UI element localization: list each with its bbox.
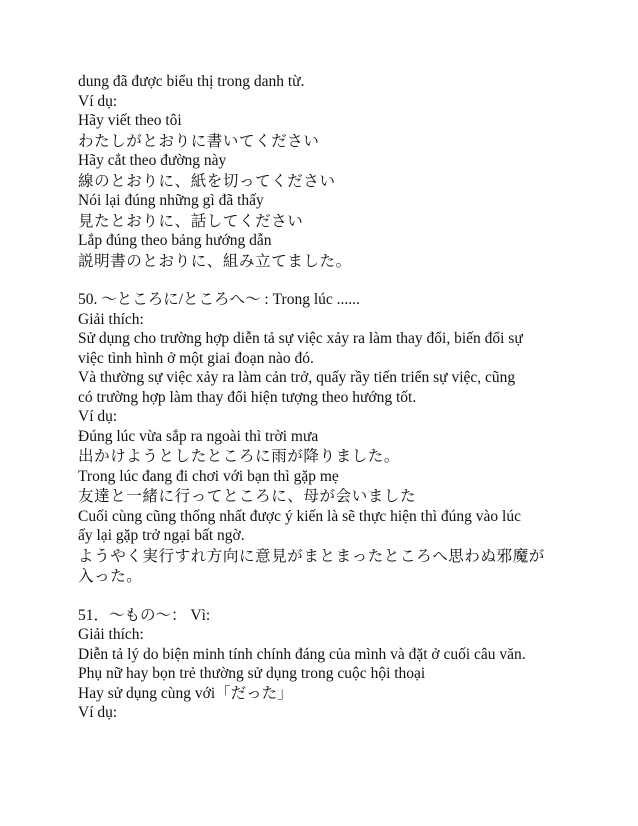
explanation-text: có trường hợp làm thay đổi hiện tượng theo hướng tốt. <box>78 388 417 406</box>
japanese-example: 入った。 <box>78 567 143 585</box>
example-block-toori <box>78 72 578 271</box>
text-line: dung đã được biểu thị trong danh từ. <box>78 73 305 90</box>
paragraph-gap <box>78 587 578 606</box>
vietnamese-example: Trong lúc đang đi chơi với bạn thì gặp mẹ <box>78 467 339 485</box>
japanese-example: 線のとおりに、紙を切ってください <box>78 171 336 190</box>
vietnamese-example: Lắp đúng theo bảng hướng dẫn <box>78 232 272 249</box>
example-label: Ví dụ: <box>78 704 118 721</box>
section-51 <box>78 606 578 723</box>
vietnamese-example: Đúng lúc vừa sắp ra ngoài thì trời mưa <box>78 427 319 445</box>
vietnamese-example: Nói lại đúng những gì đã thấy <box>78 192 264 209</box>
explanation-text: Và thường sự việc xảy ra làm cản trở, quấy rầy tiến triển sự việc, cũng <box>78 369 516 386</box>
explanation-label: Giải thích: <box>78 310 144 328</box>
example-label: Ví dụ: <box>78 408 118 425</box>
document-page <box>78 72 578 723</box>
japanese-example: わたしがとおりに書いてください <box>78 131 320 150</box>
paragraph-gap <box>78 271 578 290</box>
explanation-text: Sử dụng cho trường hợp diễn tả sự việc xảy ra làm thay đổi, biến đổi sự <box>78 330 523 347</box>
explanation-label: Giải thích: <box>78 626 144 643</box>
japanese-example: ようやく実行すれ方向に意見がまとまったところへ思わぬ邪魔が <box>78 546 545 565</box>
japanese-example: 説明書のとおりに、組み立てました。 <box>78 251 352 270</box>
explanation-text: Hay sử dụng cùng với「だった」 <box>78 684 293 702</box>
explanation-text: Diễn tả lý do biện minh tính chính đáng của mình và đặt ở cuối câu văn. <box>78 645 526 663</box>
example-label: Ví dụ: <box>78 92 118 110</box>
explanation-text: Phụ nữ hay bọn trẻ thường sử dụng trong cuộc hội thoại <box>78 665 426 682</box>
section-heading: 51．～もの～： Vì: <box>78 606 211 624</box>
vietnamese-example: Hãy viết theo tôi <box>78 112 182 129</box>
vietnamese-example: Cuối cùng cũng thống nhất được ý kiến là sẽ thực hiện thì đúng vào lúc <box>78 507 521 525</box>
section-heading: 50. ～ところに/ところへ～ : Trong lúc ...... <box>78 291 360 308</box>
section-50 <box>78 290 578 587</box>
explanation-text: việc tình hình ở một giai đoạn nào đó. <box>78 349 314 367</box>
japanese-example: 友達と一緒に行ってところに、母が会いました <box>78 487 417 505</box>
japanese-example: 見たとおりに、話してください <box>78 211 304 230</box>
japanese-example: 出かけようとしたところに雨が降りました。 <box>78 447 401 465</box>
vietnamese-example: ấy lại gặp trở ngại bất ngờ. <box>78 527 245 544</box>
vietnamese-example: Hãy cắt theo đường này <box>78 152 227 169</box>
